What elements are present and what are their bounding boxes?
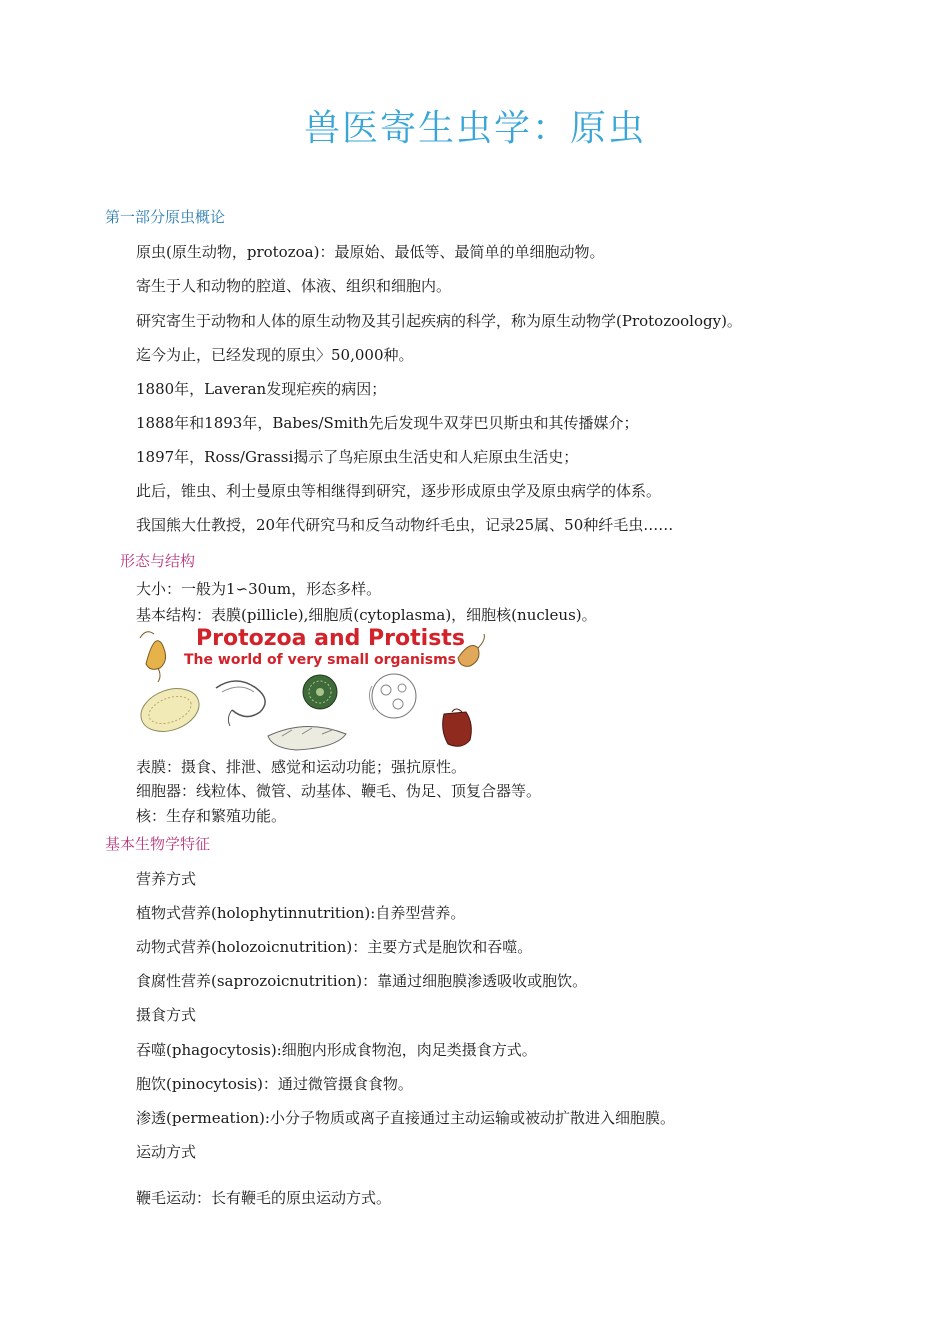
figure-title: Protozoa and Protists <box>196 626 465 651</box>
paragraph: 营养方式 <box>136 870 197 888</box>
paragraph: 迄今为止，已经发现的原虫〉50,000种。 <box>136 346 414 364</box>
euplotes-icon <box>268 726 346 750</box>
paragraph: 大小：一般为1∽30um，形态多样。 <box>136 580 382 598</box>
paragraph: 基本结构：表膜(pillicle),细胞质(cytoplasma)，细胞核(nucleus)。 <box>136 606 597 624</box>
paragraph: 我国熊大仕教授，20年代研究马和反刍动物纤毛虫，记录25属、50种纤毛虫…… <box>136 516 674 534</box>
paragraph: 动物式营养(holozoicnutrition)：主要方式是胞饮和吞噬。 <box>136 938 533 956</box>
trypanosome-icon <box>216 681 265 726</box>
paragraph: 研究寄生于动物和人体的原生动物及其引起疾病的科学，称为原生动物学(Protozoology)。 <box>136 312 742 330</box>
paragraph: 摄食方式 <box>136 1006 197 1024</box>
protozoa-illustration <box>136 626 488 754</box>
ciliate-icon <box>136 681 205 739</box>
section-heading-morphology: 形态与结构 <box>120 552 196 570</box>
paragraph: 核：生存和繁殖功能。 <box>136 807 287 825</box>
figure-subtitle: The world of very small organisms <box>184 652 456 668</box>
paragraph: 1888年和1893年，Babes/Smith先后发现牛双芽巴贝斯虫和其传播媒介； <box>136 414 639 432</box>
paragraph: 此后，锥虫、利士曼原虫等相继得到研究，逐步形成原虫学及原虫病学的体系。 <box>136 482 662 500</box>
paragraph: 吞噬(phagocytosis):细胞内形成食物泡，肉足类摄食方式。 <box>136 1041 537 1059</box>
paragraph: 鞭毛运动：长有鞭毛的原虫运动方式。 <box>136 1189 392 1207</box>
paragraph: 植物式营养(holophytinnutrition):自养型营养。 <box>136 904 466 922</box>
paragraph: 寄生于人和动物的腔道、体液、组织和细胞内。 <box>136 277 452 295</box>
paragraph: 食腐性营养(saprozoicnutrition)：靠通过细胞膜渗透吸收或胞饮。 <box>136 972 588 990</box>
paragraph: 胞饮(pinocytosis)：通过微管摄食食物。 <box>136 1075 413 1093</box>
radiolarian-icon <box>303 675 337 709</box>
flagellate-left-icon <box>140 632 166 682</box>
section-heading-biology: 基本生物学特征 <box>105 835 211 853</box>
paragraph: 表膜：摄食、排泄、感觉和运动功能；强抗原性。 <box>136 758 467 776</box>
paragraph: 细胞器：线粒体、微管、动基体、鞭毛、伪足、顶复合器等。 <box>136 782 542 800</box>
tintinnid-icon <box>443 709 472 746</box>
paragraph: 原虫(原生动物，protozoa)：最原始、最低等、最简单的单细胞动物。 <box>136 243 605 261</box>
colonial-protist-icon <box>369 674 416 718</box>
paragraph: 渗透(permeation):小分子物质或离子直接通过主动运输或被动扩散进入细胞膜。 <box>136 1109 675 1127</box>
paragraph: 运动方式 <box>136 1143 197 1161</box>
paragraph: 1880年，Laveran发现疟疾的病因； <box>136 380 387 398</box>
page-title: 兽医寄生虫学：原虫 <box>303 108 646 149</box>
paragraph: 1897年，Ross/Grassi揭示了鸟疟原虫生活史和人疟原虫生活史； <box>136 448 579 466</box>
section-heading-overview: 第一部分原虫概论 <box>105 208 226 226</box>
